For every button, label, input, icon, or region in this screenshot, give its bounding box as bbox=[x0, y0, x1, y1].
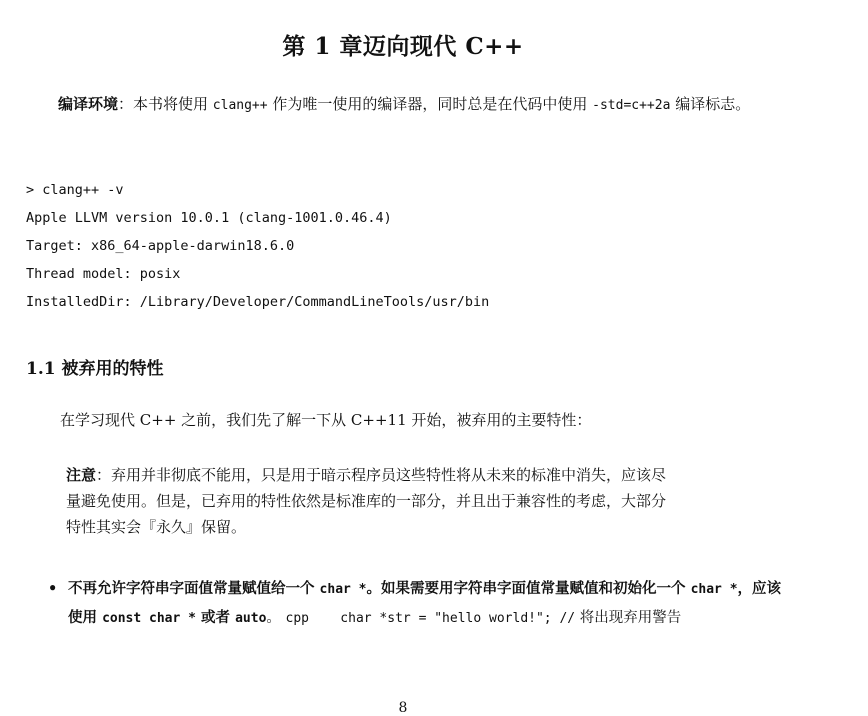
bullet-code-1: char * bbox=[319, 582, 367, 597]
code-line: Thread model: posix bbox=[26, 266, 181, 282]
environment-code-compiler: clang++ bbox=[212, 98, 268, 113]
code-line: InstalledDir: /Library/Developer/CommandLineTools/usr/bin bbox=[26, 294, 490, 310]
bullet-icon: • bbox=[48, 580, 58, 597]
note-line-2: 量避免使用。但是，已弃用的特性依然是标准库的一部分，并且出于兼容性的考虑，大部分 bbox=[66, 492, 667, 510]
code-line: > clang++ -v bbox=[26, 182, 124, 198]
environment-text-3: 编译标志。 bbox=[670, 95, 751, 113]
bullet-bold-1: 不再允许字符串字面值常量赋值给一个 bbox=[68, 580, 320, 597]
code-line: Apple LLVM version 10.0.1 (clang-1001.0.46.4) bbox=[26, 210, 392, 226]
code-block bbox=[26, 176, 489, 316]
note-line-1 bbox=[66, 462, 756, 488]
page-number: 8 bbox=[398, 700, 408, 716]
bullet-bold-2: 。如果需要用字符串字面值常量赋值和初始化一个 bbox=[366, 580, 691, 597]
bullet-code-2: char * bbox=[690, 582, 738, 597]
list-item bbox=[48, 575, 788, 633]
intro-paragraph: 在学习现代 C++ 之前，我们先了解一下从 C++11 开始，被弃用的主要特性： bbox=[60, 411, 592, 429]
code-line: Target: x86_64-apple-darwin18.6.0 bbox=[26, 238, 295, 254]
note-line-3: 特性其实会『永久』保留。 bbox=[66, 518, 247, 536]
bullet-code-4: auto bbox=[235, 611, 267, 626]
bullet-text-1: 。 bbox=[266, 610, 286, 626]
bullet-text-2: 将出现弃用警告 bbox=[575, 610, 682, 626]
section-title: 1.1 被弃用的特性 bbox=[26, 359, 164, 379]
note-text-1: ：弃用并非彻底不能用，只是用于暗示程序员这些特性将从未来的标准中消失，应该尽 bbox=[96, 466, 667, 484]
environment-text-1: ：本书将使用 bbox=[118, 95, 213, 113]
bullet-bold-3: ，应该使用 bbox=[68, 580, 782, 626]
bullet-bold-4: 或者 bbox=[195, 609, 236, 626]
list-item-text bbox=[68, 575, 788, 633]
bullet-code-5: cpp char *str = "hello world!"; // bbox=[285, 611, 576, 626]
note-block bbox=[66, 462, 756, 540]
chapter-title: 第 1 章迈向现代 C++ bbox=[282, 33, 524, 60]
environment-label: 编译环境 bbox=[58, 95, 119, 113]
bullet-code-3: const char * bbox=[102, 611, 196, 626]
note-label: 注意 bbox=[66, 466, 97, 484]
environment-code-std-flag: -std=c++2a bbox=[592, 98, 671, 113]
environment-text-2: 作为唯一使用的编译器，同时总是在代码中使用 bbox=[267, 95, 593, 113]
environment-paragraph bbox=[26, 90, 786, 120]
